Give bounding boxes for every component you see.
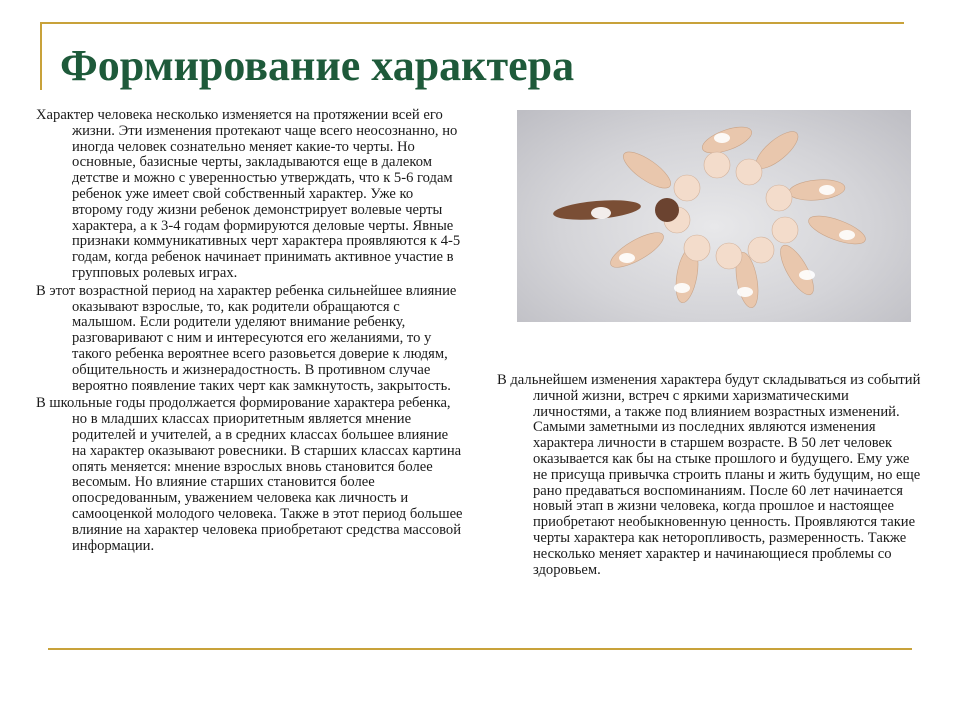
bottom-rule (48, 648, 912, 650)
right-text-column (497, 373, 922, 580)
left-rule (40, 22, 42, 90)
paragraph-school-years: В школьные годы продолжается формирование характера ребенка, но в младших классах приоритетным является мнение родителей и учителей, а в средних классах большее влияние на характер оказывают ровесники. В старших классах картина опять меняется: мнение взрослых вновь становится более весомым. Но влияние старших становится более опосредованным, уважением человека как личность и самооценкой молодого человека. Также в этот период большее влияние на характер человека приобретают средства массовой информации. (36, 395, 463, 554)
left-text-column (36, 108, 464, 556)
top-rule (40, 22, 904, 24)
paragraph-later-life: В дальнейшем изменения характера будут складываться из событий личной жизни, встреч с яркими харизматическими личностями, а также под влиянием возрастных изменений. Самыми заметными из последних являются изменения характера личности в старшем возрасте. В 50 лет человек оказывается как бы на стыке прошлого и будущего. Ему уже не присуща привычка строить планы и жить будущим, но еще рано предаваться воспоминаниям. После 60 лет начинается новый этап в жизни человека, когда прошлое и настоящее приобретают необыкновенную ценность. Проявляются такие черты характера как неторопливость, размеренность. Также несколько меняет характер и начинающиеся проблемы со здоровьем. (497, 372, 921, 578)
babies-circle-photo (517, 110, 911, 322)
babies-illustration (517, 110, 911, 322)
slide-title: Формирование характера (60, 41, 575, 90)
paragraph-parents-influence: В этот возрастной период на характер ребенка сильнейшее влияние оказывают взрослые, то, как родители обращаются с малышом. Если родители уделяют внимание ребенку, разговаривают с ним и интересуются его желаниями, то у такого ребенка вероятнее всего разовьется доверие к людям, общительность и жизнерадостность. В противном случае вероятно появление таких черт как замкнутость, закрытость. (36, 282, 457, 394)
paragraph-early-childhood: Характер человека несколько изменяется на протяжении всей его жизни. Эти изменения протекают чаще всего неосознанно, но иногда человек сознательно меняет какие-то черты. Но основные, базисные черты, закладываются еще в далеком детстве и можно с уверенностью утверждать, что к 5-6 годам ребенок уже имеет свой собственный характер. Уже ко второму году жизни ребенок демонстрирует волевые черты характера, а к 3-4 годам формируются деловые черты. Явные признаки коммуникативных черт характера проявляются к 4-5 годам, когда ребенок начинает принимать активное участие в групповых ролевых играх. (36, 107, 461, 281)
